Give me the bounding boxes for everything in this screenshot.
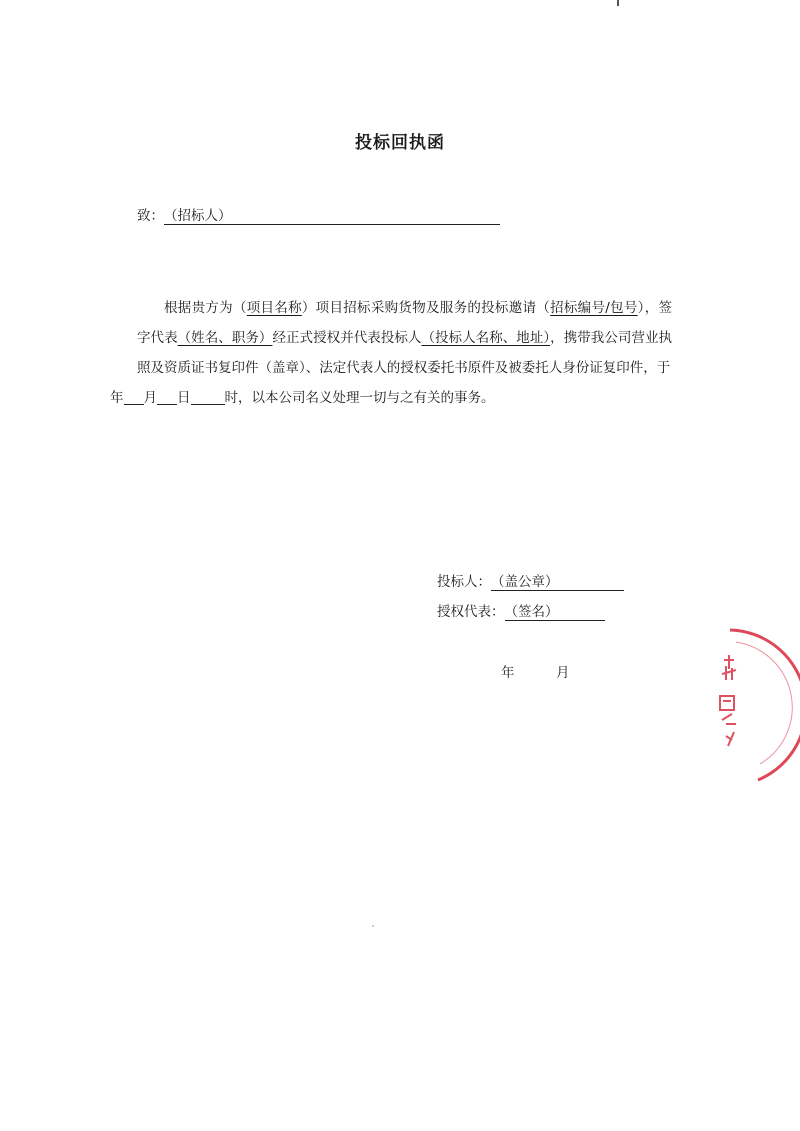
rep-field bbox=[505, 604, 605, 621]
page-title: 投标回执函 bbox=[355, 133, 445, 153]
year-label: 年 bbox=[110, 390, 124, 406]
tender-number: 招标编号/包号 bbox=[550, 300, 638, 316]
body-text-5: ，携带我公司营业执照及资质证书复印件（盖章）、法定代表人的授权委托书原件及被委托人身份证复印件，于 bbox=[137, 330, 673, 376]
body-text-3: ），签字代表 bbox=[137, 300, 672, 346]
addressee-line bbox=[137, 204, 500, 225]
rep-signature-line bbox=[437, 600, 605, 621]
addressee-value: （招标人） bbox=[164, 208, 232, 224]
addressee-label: 致： bbox=[137, 208, 164, 224]
scan-artifact bbox=[372, 925, 374, 927]
month-label: 月 bbox=[143, 390, 157, 406]
bidder-signature-line bbox=[437, 570, 624, 591]
scan-mark bbox=[617, 0, 619, 6]
rep-label: 授权代表： bbox=[437, 604, 505, 620]
body-text-4: 经正式授权并代表投标人 bbox=[272, 330, 422, 346]
date-month: 月 bbox=[556, 665, 570, 681]
body-text-6: 时，以本公司名义处理一切与之有关的事务。 bbox=[224, 390, 495, 406]
company-seal-stamp bbox=[700, 612, 800, 782]
month-blank bbox=[124, 388, 144, 405]
hour-blank bbox=[191, 388, 225, 405]
project-name: 项目名称 bbox=[246, 300, 302, 316]
addressee-field bbox=[164, 208, 500, 225]
rep-value: （签名） bbox=[504, 604, 559, 620]
bidder-value: （盖公章） bbox=[491, 574, 559, 590]
day-blank bbox=[157, 388, 177, 405]
day-label: 日 bbox=[177, 390, 191, 406]
bidder-label: 投标人： bbox=[437, 574, 491, 590]
bidder-name-address: （投标人名称、地址） bbox=[421, 330, 551, 346]
body-text-2: ）项目招标采购货物及服务的投标邀请（ bbox=[301, 300, 551, 316]
date-year: 年 bbox=[501, 665, 515, 681]
representative: （姓名、职务） bbox=[177, 330, 273, 346]
body-paragraph bbox=[110, 293, 673, 413]
body-text-1: 根据贵方为（ bbox=[164, 300, 247, 316]
bidder-field bbox=[491, 574, 624, 591]
